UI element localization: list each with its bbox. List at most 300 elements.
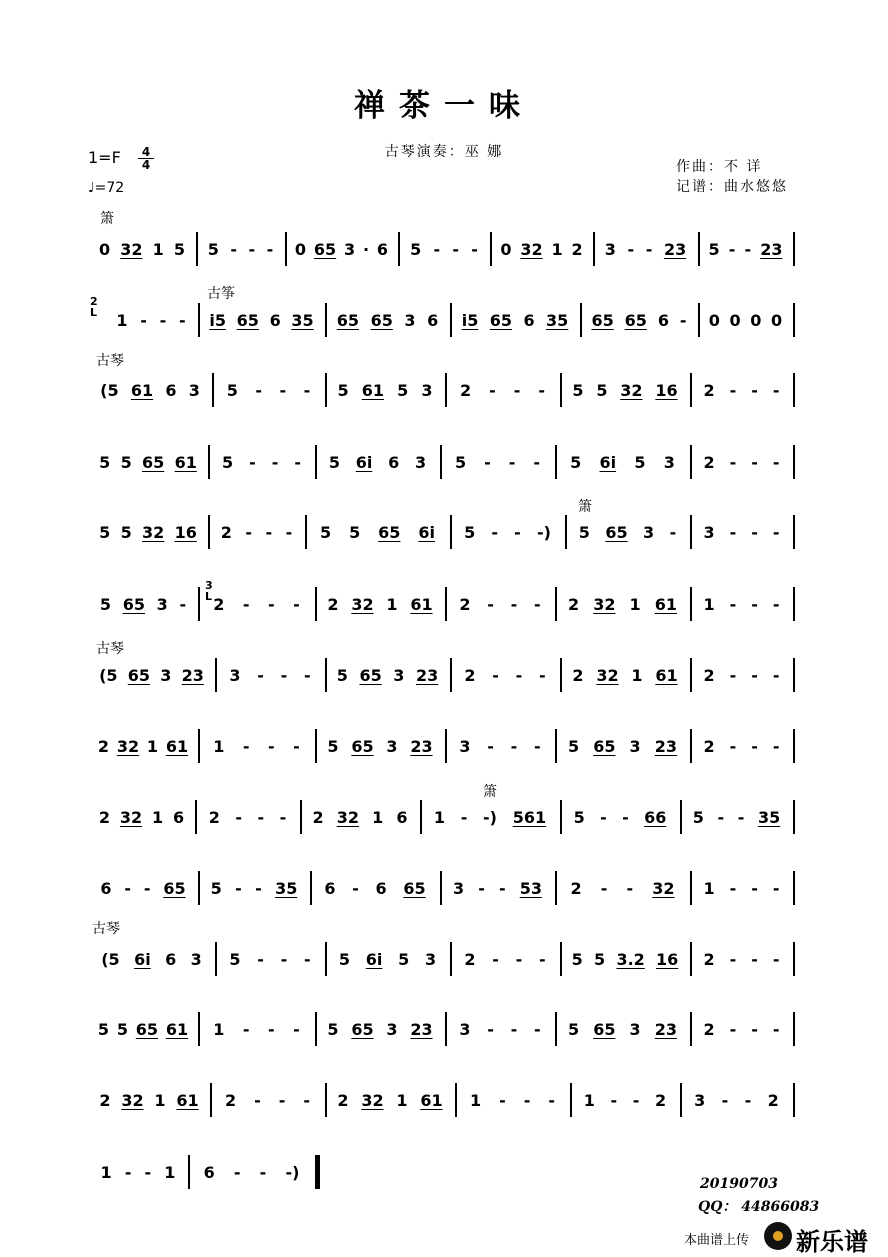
note: 6 bbox=[376, 239, 389, 259]
note: 2 bbox=[571, 239, 583, 259]
barline bbox=[793, 729, 795, 763]
note: 65 bbox=[370, 310, 393, 330]
note: 2 bbox=[220, 522, 232, 542]
measure bbox=[446, 871, 549, 905]
repeat-symbol: L bbox=[205, 590, 213, 603]
barline bbox=[555, 587, 557, 621]
barline bbox=[793, 515, 795, 549]
note: 35 bbox=[275, 878, 298, 898]
time-signature bbox=[138, 146, 154, 171]
note: 2 bbox=[570, 878, 582, 898]
instrument-label-xiao: 箫 bbox=[483, 784, 497, 800]
note: 65 bbox=[489, 310, 513, 330]
note: - bbox=[548, 1090, 555, 1110]
barline bbox=[440, 871, 442, 905]
instrument-label-guzheng: 古筝 bbox=[207, 286, 235, 302]
measure bbox=[201, 800, 294, 834]
note: - bbox=[159, 310, 167, 330]
note: - bbox=[293, 1019, 300, 1039]
note: - bbox=[255, 878, 262, 898]
note: - bbox=[498, 878, 506, 898]
note: 5 bbox=[708, 239, 720, 259]
measure bbox=[561, 587, 684, 621]
measure bbox=[204, 303, 319, 337]
barline bbox=[325, 373, 327, 407]
score-row bbox=[0, 445, 888, 479]
note: - bbox=[729, 949, 737, 969]
note: - bbox=[487, 1019, 494, 1039]
note: - bbox=[513, 380, 521, 400]
measure bbox=[456, 303, 574, 337]
measure bbox=[599, 232, 692, 266]
note: 5 bbox=[120, 522, 132, 542]
note: - bbox=[433, 239, 441, 259]
note: 61 bbox=[174, 452, 197, 472]
note: - bbox=[772, 949, 780, 969]
measure bbox=[321, 587, 439, 621]
note: - bbox=[721, 1090, 729, 1110]
note: 5 bbox=[397, 380, 409, 400]
score-row bbox=[0, 1012, 888, 1046]
barline bbox=[690, 871, 692, 905]
note: 5 bbox=[338, 949, 350, 969]
note: - bbox=[538, 665, 546, 685]
note: - bbox=[487, 736, 494, 756]
note: - bbox=[729, 380, 737, 400]
note: 5 bbox=[328, 452, 340, 472]
note: 5 bbox=[210, 878, 222, 898]
note: - bbox=[179, 594, 187, 614]
transcription-date: 20190703 bbox=[700, 1176, 778, 1192]
instrument-label-guqin: 古琴 bbox=[96, 641, 124, 657]
score-row bbox=[0, 942, 888, 976]
barline bbox=[315, 729, 317, 763]
note: 2 bbox=[767, 1090, 779, 1110]
note: 61 bbox=[420, 1090, 443, 1110]
measure bbox=[704, 303, 787, 337]
note: 2 bbox=[703, 736, 715, 756]
note: 5 bbox=[568, 736, 580, 756]
transcriber-credit: 记谱：曲水悠悠 bbox=[676, 179, 788, 195]
note: - bbox=[772, 878, 780, 898]
measure bbox=[331, 373, 439, 407]
barline bbox=[315, 445, 317, 479]
note: 5 bbox=[221, 452, 234, 472]
note: 23 bbox=[410, 736, 433, 756]
barline bbox=[690, 445, 692, 479]
note: 23 bbox=[760, 239, 783, 259]
note: 5 bbox=[99, 594, 111, 614]
repeat-count: 3 bbox=[205, 579, 213, 592]
measure bbox=[214, 515, 299, 549]
score-row bbox=[0, 303, 888, 337]
measure bbox=[94, 1083, 204, 1117]
note: 32 bbox=[652, 878, 675, 898]
note: - bbox=[230, 239, 237, 259]
note: 32 bbox=[620, 380, 643, 400]
note: - bbox=[293, 594, 300, 614]
note: - bbox=[242, 1019, 250, 1039]
note: 5 bbox=[596, 380, 608, 400]
note: 0 bbox=[99, 239, 111, 259]
barline bbox=[555, 871, 557, 905]
note: 35 bbox=[546, 310, 569, 330]
note: 1 bbox=[386, 594, 398, 614]
barline bbox=[325, 303, 327, 337]
note: 2 bbox=[97, 736, 110, 756]
barline bbox=[793, 800, 795, 834]
note: 1 bbox=[551, 239, 563, 259]
note: 23 bbox=[654, 1019, 677, 1039]
barline bbox=[300, 800, 302, 834]
note: - bbox=[266, 239, 274, 259]
note: 61 bbox=[165, 1019, 189, 1039]
barline bbox=[215, 942, 217, 976]
note: 65 bbox=[591, 310, 614, 330]
measure bbox=[586, 303, 692, 337]
note: 2 bbox=[208, 807, 220, 827]
barline bbox=[690, 1012, 692, 1046]
barline bbox=[325, 658, 327, 692]
note: 32 bbox=[361, 1090, 384, 1110]
barline bbox=[690, 729, 692, 763]
note: 3 bbox=[404, 310, 416, 330]
measure bbox=[221, 658, 319, 692]
note: 32 bbox=[121, 1090, 144, 1110]
note: - bbox=[257, 665, 264, 685]
note: - bbox=[279, 807, 287, 827]
note: - bbox=[235, 807, 242, 827]
note: 3 bbox=[344, 239, 356, 259]
note: 5 bbox=[410, 239, 422, 259]
measure bbox=[451, 1012, 549, 1046]
note: 61 bbox=[654, 594, 677, 614]
note: - bbox=[632, 1090, 640, 1110]
logo-text: 新乐谱 bbox=[796, 1228, 868, 1256]
barline bbox=[793, 303, 795, 337]
barline bbox=[690, 515, 692, 549]
measure bbox=[696, 658, 787, 692]
measure bbox=[566, 800, 674, 834]
note: 5 bbox=[594, 949, 606, 969]
note: 2 bbox=[459, 594, 471, 614]
note: 5 bbox=[454, 452, 467, 472]
barline bbox=[698, 232, 700, 266]
note: - bbox=[271, 452, 279, 472]
barline bbox=[450, 658, 452, 692]
barline bbox=[560, 800, 562, 834]
note: 65 bbox=[378, 522, 401, 542]
measure bbox=[561, 1012, 684, 1046]
barline bbox=[210, 1083, 212, 1117]
score-row bbox=[0, 1083, 888, 1117]
note: 2 bbox=[213, 594, 225, 614]
note: 1 bbox=[469, 1090, 482, 1110]
note: 6i bbox=[134, 949, 151, 969]
barline bbox=[420, 800, 422, 834]
barline bbox=[198, 303, 200, 337]
note: - bbox=[294, 452, 301, 472]
note: - bbox=[267, 736, 275, 756]
note: 2 bbox=[464, 949, 476, 969]
note: - bbox=[235, 878, 242, 898]
measure bbox=[561, 729, 684, 763]
measure bbox=[94, 729, 192, 763]
note: - bbox=[508, 452, 516, 472]
score-row bbox=[0, 658, 888, 692]
note: - bbox=[533, 736, 541, 756]
note: 5 bbox=[319, 522, 332, 542]
note: 3 bbox=[459, 1019, 471, 1039]
note: 65 bbox=[605, 522, 628, 542]
measure bbox=[686, 800, 787, 834]
note: - bbox=[280, 949, 288, 969]
barline bbox=[680, 800, 682, 834]
note: - bbox=[751, 949, 758, 969]
barline bbox=[793, 1012, 795, 1046]
note: 3 bbox=[703, 522, 715, 542]
note: 6 bbox=[100, 878, 112, 898]
note: 32 bbox=[596, 665, 619, 685]
note: - bbox=[352, 878, 359, 898]
note: 5 bbox=[570, 452, 582, 472]
barline bbox=[398, 232, 400, 266]
measure bbox=[94, 373, 206, 407]
barline bbox=[698, 303, 700, 337]
note: 0 bbox=[708, 310, 720, 330]
measure bbox=[696, 445, 787, 479]
barline bbox=[198, 729, 200, 763]
note: 3 bbox=[629, 1019, 641, 1039]
time-sig-bottom: 4 bbox=[141, 158, 151, 172]
note: - bbox=[460, 807, 468, 827]
barline bbox=[450, 942, 452, 976]
note: 23 bbox=[654, 736, 677, 756]
note: 0 bbox=[750, 310, 762, 330]
note: 1 bbox=[164, 1162, 176, 1182]
note: 5 bbox=[120, 452, 132, 472]
note: 32 bbox=[520, 239, 543, 259]
barline bbox=[793, 942, 795, 976]
note: - bbox=[484, 452, 491, 472]
note: 6 bbox=[657, 310, 669, 330]
note: 35 bbox=[757, 807, 781, 827]
note: 65 bbox=[351, 1019, 374, 1039]
note: - bbox=[487, 594, 494, 614]
note: - bbox=[452, 239, 459, 259]
note: 6 bbox=[165, 380, 177, 400]
note: 16 bbox=[655, 380, 678, 400]
measure bbox=[306, 800, 414, 834]
note: 16 bbox=[174, 522, 197, 542]
measure bbox=[696, 942, 787, 976]
note: - bbox=[772, 736, 780, 756]
barline bbox=[196, 232, 198, 266]
note: - bbox=[729, 522, 737, 542]
note: 3 bbox=[421, 380, 433, 400]
measure bbox=[216, 1083, 319, 1117]
note: -) bbox=[536, 522, 551, 542]
note: - bbox=[265, 522, 273, 542]
note: - bbox=[245, 522, 252, 542]
note: - bbox=[772, 665, 780, 685]
note: -) bbox=[483, 807, 497, 827]
barline bbox=[793, 871, 795, 905]
note: 23 bbox=[663, 239, 687, 259]
note: i5 bbox=[209, 310, 226, 330]
measure bbox=[576, 1083, 674, 1117]
note: 2 bbox=[655, 1090, 667, 1110]
note: 5 bbox=[349, 522, 361, 542]
note: - bbox=[267, 1019, 275, 1039]
note: - bbox=[285, 522, 293, 542]
note: 2 bbox=[98, 807, 111, 827]
measure bbox=[110, 303, 192, 337]
measure bbox=[321, 1012, 439, 1046]
note: 2 bbox=[337, 1090, 349, 1110]
note: - bbox=[729, 452, 737, 472]
note: - bbox=[489, 380, 496, 400]
barline bbox=[793, 373, 795, 407]
measure bbox=[214, 445, 309, 479]
note: 6 bbox=[375, 878, 387, 898]
measure bbox=[566, 658, 684, 692]
note: - bbox=[257, 949, 264, 969]
note: 1 bbox=[433, 807, 445, 827]
note: 5 bbox=[226, 380, 238, 400]
note: - bbox=[717, 807, 725, 827]
note: - bbox=[600, 807, 607, 827]
note: 66 bbox=[644, 807, 667, 827]
note: 3 bbox=[663, 452, 675, 472]
note: 5 bbox=[692, 807, 704, 827]
measure bbox=[194, 1155, 309, 1189]
measure bbox=[316, 871, 434, 905]
note: 1 bbox=[213, 1019, 225, 1039]
note: 5 bbox=[229, 949, 241, 969]
note: 5 bbox=[337, 380, 349, 400]
note: 6 bbox=[396, 807, 408, 827]
note: 2 bbox=[327, 594, 339, 614]
note: 61 bbox=[165, 736, 189, 756]
barline bbox=[445, 729, 447, 763]
note: 1 bbox=[151, 807, 164, 827]
measure bbox=[204, 871, 304, 905]
measure bbox=[311, 515, 444, 549]
note: 5 bbox=[207, 239, 219, 259]
note: 1 bbox=[116, 310, 128, 330]
note: 1 bbox=[631, 665, 643, 685]
note: 2 bbox=[703, 380, 715, 400]
measure bbox=[696, 1012, 787, 1046]
measure bbox=[218, 373, 319, 407]
note: 23 bbox=[181, 665, 204, 685]
barline bbox=[560, 942, 562, 976]
note: - bbox=[255, 380, 262, 400]
measure bbox=[696, 729, 787, 763]
note: - bbox=[303, 665, 311, 685]
tempo-marking: ♩=72 bbox=[88, 180, 125, 196]
repeat-count: 2 bbox=[90, 295, 98, 308]
note: - bbox=[242, 594, 250, 614]
note: - bbox=[510, 736, 518, 756]
measure bbox=[451, 587, 549, 621]
note: 3 bbox=[459, 736, 471, 756]
measure bbox=[451, 373, 554, 407]
note: 3 bbox=[393, 665, 405, 685]
note: 3 bbox=[160, 665, 172, 685]
note: - bbox=[610, 1090, 618, 1110]
measure bbox=[331, 658, 444, 692]
barline bbox=[445, 373, 447, 407]
note: 6i bbox=[418, 522, 435, 542]
note: - bbox=[533, 594, 541, 614]
note: i5 bbox=[461, 310, 479, 330]
note: 5 bbox=[173, 239, 185, 259]
measure bbox=[696, 515, 787, 549]
note: - bbox=[143, 878, 151, 898]
barline bbox=[560, 373, 562, 407]
note: - bbox=[751, 522, 758, 542]
note: 2 bbox=[703, 452, 715, 472]
note: - bbox=[751, 380, 758, 400]
note: 6 bbox=[203, 1162, 215, 1182]
note: 32 bbox=[116, 736, 140, 756]
measure bbox=[686, 1083, 787, 1117]
note: - bbox=[538, 380, 545, 400]
barline bbox=[690, 587, 692, 621]
measure bbox=[94, 1012, 192, 1046]
barline bbox=[555, 445, 557, 479]
note: - bbox=[293, 736, 300, 756]
key-signature: 1=F bbox=[88, 148, 121, 167]
barline bbox=[560, 658, 562, 692]
note: - bbox=[627, 239, 635, 259]
barline bbox=[445, 1012, 447, 1046]
note: 65 bbox=[403, 878, 426, 898]
note: - bbox=[729, 878, 737, 898]
note: - bbox=[178, 310, 186, 330]
note: 1 bbox=[213, 736, 225, 756]
note: - bbox=[751, 878, 758, 898]
note: 561 bbox=[512, 807, 547, 827]
note: 2 bbox=[312, 807, 324, 827]
note: 6 bbox=[269, 310, 281, 330]
note: 3 bbox=[424, 949, 437, 969]
note: 2 bbox=[703, 1019, 715, 1039]
note: 5 bbox=[578, 522, 590, 542]
note: 5 bbox=[327, 736, 339, 756]
note: - bbox=[729, 1019, 737, 1039]
measure bbox=[204, 1012, 309, 1046]
measure bbox=[404, 232, 484, 266]
barline bbox=[198, 1012, 200, 1046]
measure bbox=[571, 515, 684, 549]
measure bbox=[94, 587, 192, 621]
note: - bbox=[622, 807, 629, 827]
note: 35 bbox=[291, 310, 314, 330]
note: 53 bbox=[519, 878, 542, 898]
note: - bbox=[729, 665, 737, 685]
measure bbox=[94, 232, 190, 266]
barline bbox=[690, 658, 692, 692]
note: 1 bbox=[154, 1090, 166, 1110]
note: 1 bbox=[152, 239, 164, 259]
note: - bbox=[772, 380, 780, 400]
barline bbox=[455, 1083, 457, 1117]
note: 5 bbox=[634, 452, 646, 472]
barline bbox=[315, 587, 317, 621]
